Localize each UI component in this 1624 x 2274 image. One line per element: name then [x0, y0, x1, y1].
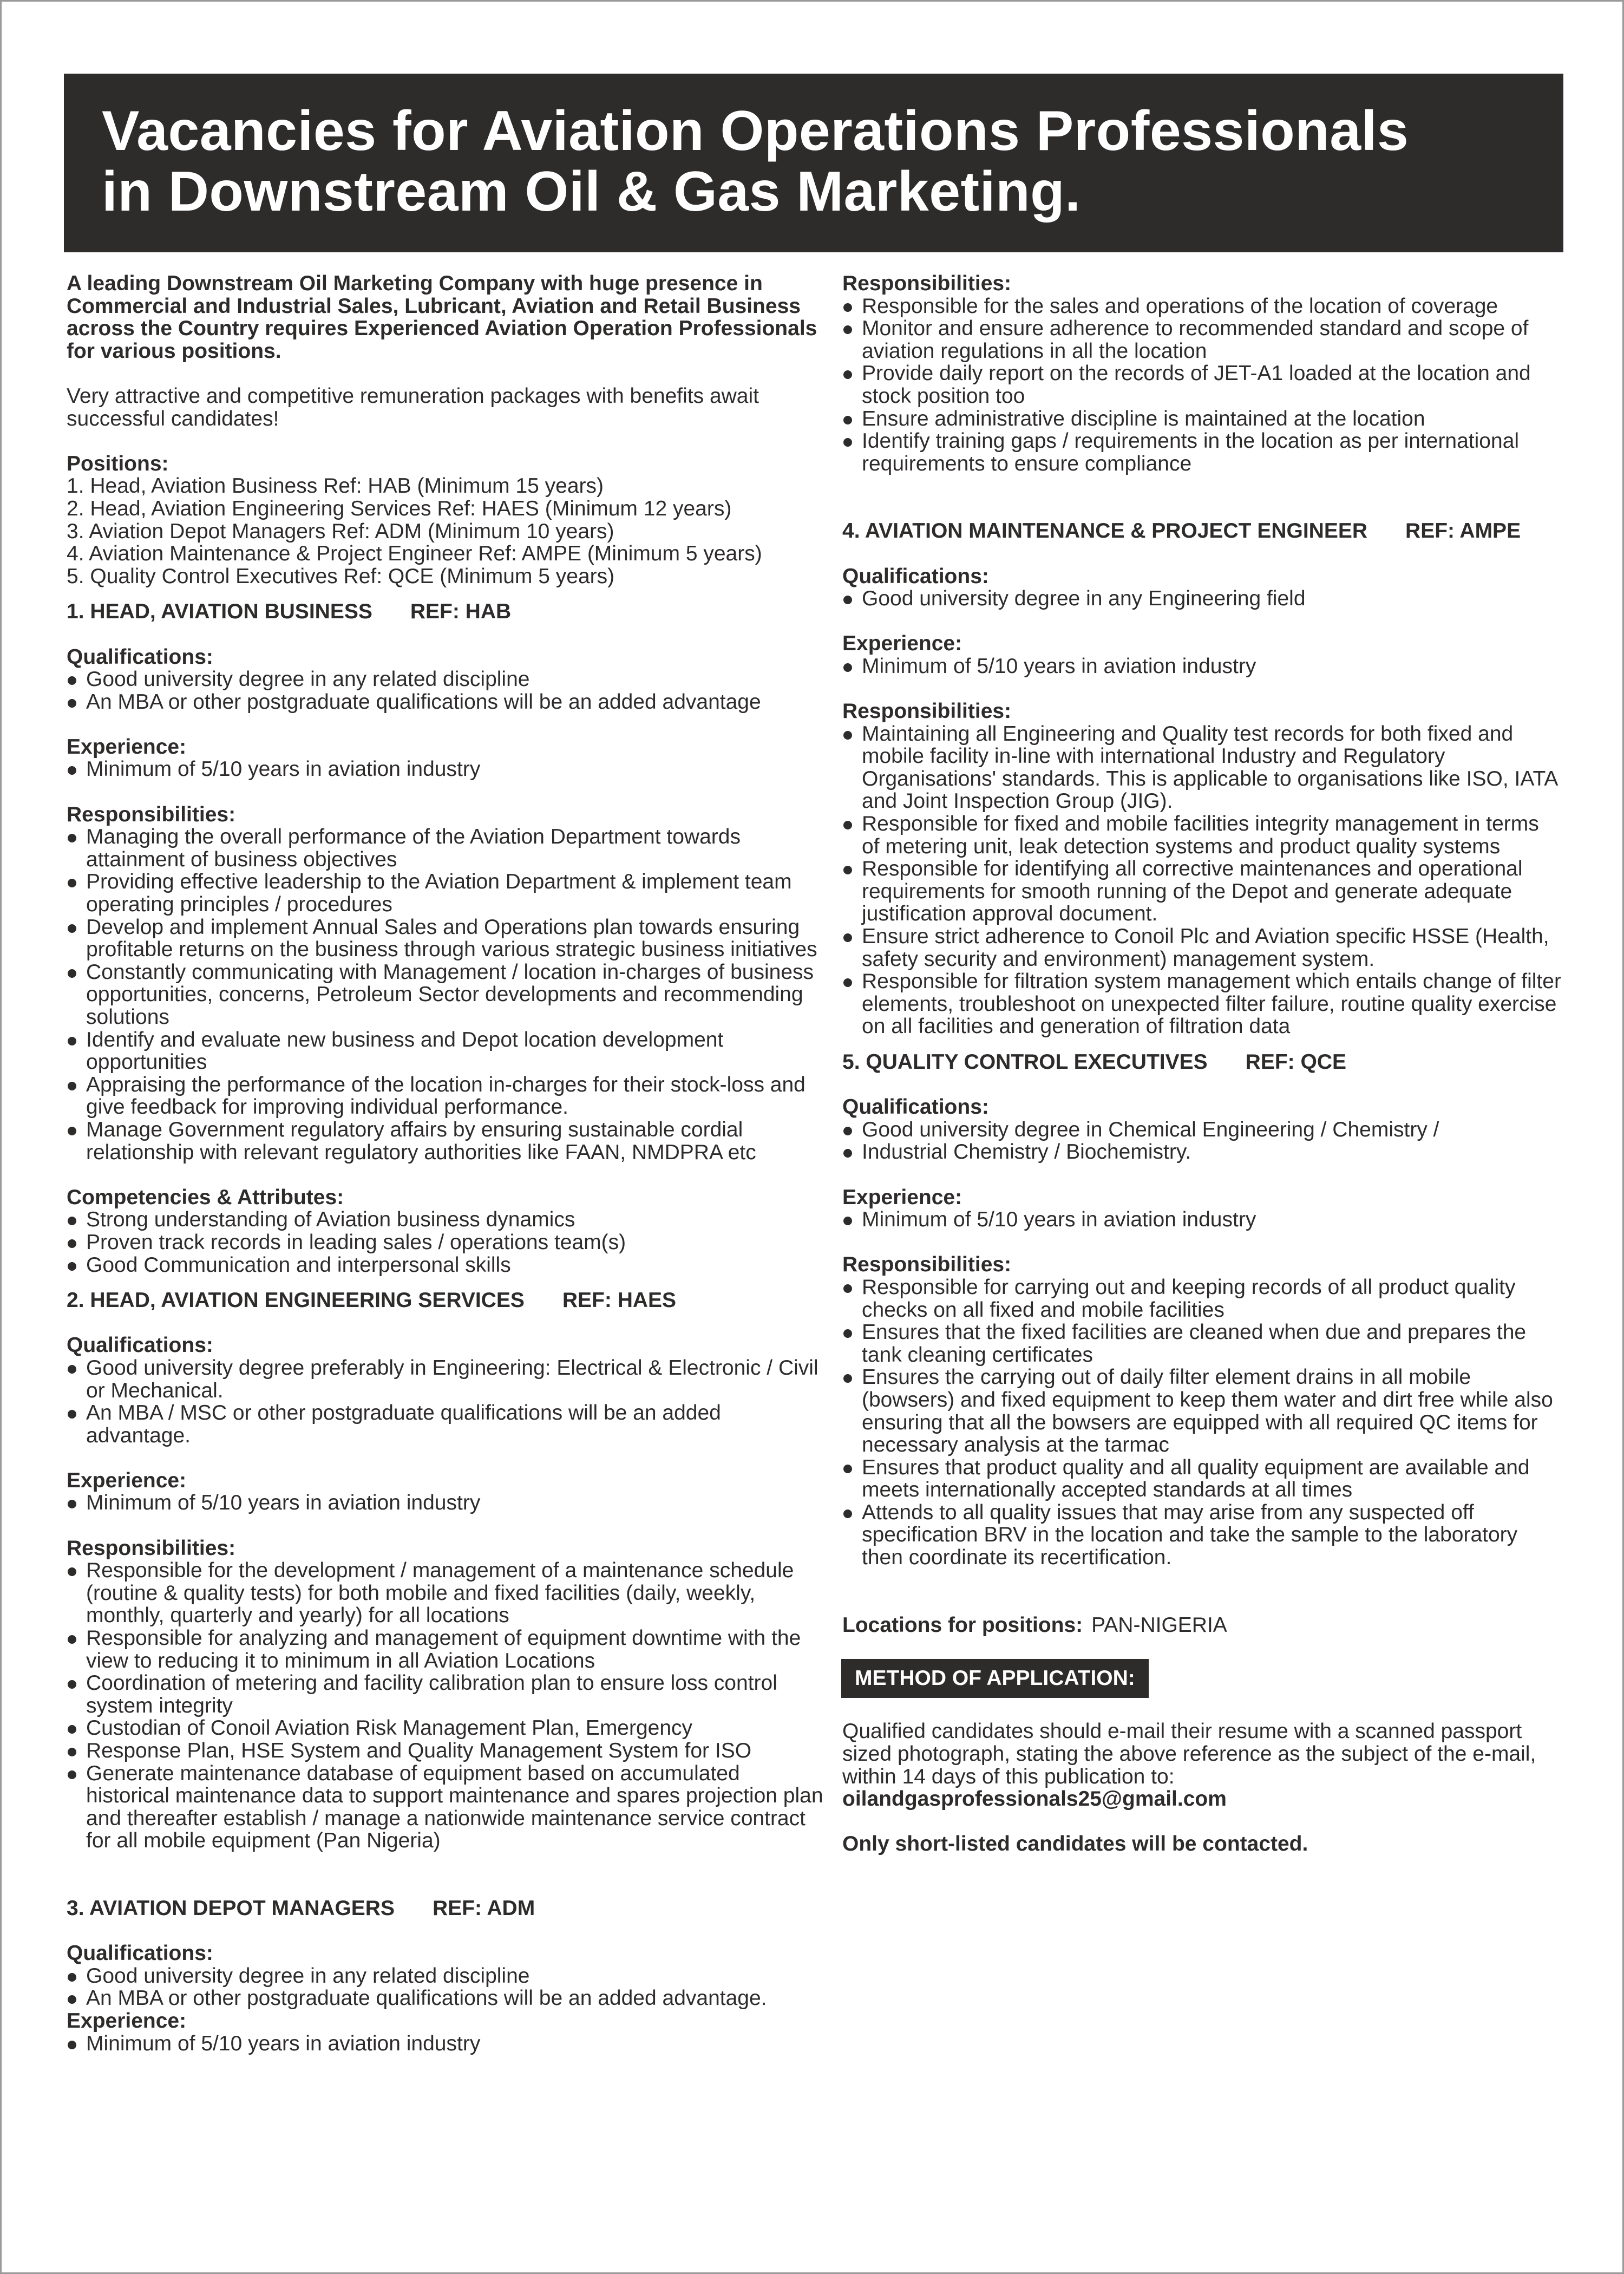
qce-responsibilities-list: [842, 1276, 1562, 1569]
list-item: Strong understanding of Aviation business dynamics: [67, 1208, 824, 1231]
list-item: Minimum of 5/10 years in aviation industry: [67, 2033, 824, 2055]
section-title-hab: [67, 600, 824, 623]
list-item: Industrial Chemistry / Biochemistry.: [842, 1141, 1562, 1164]
list-item: Good university degree in any Engineering field: [842, 587, 1562, 610]
haes-experience-list: [67, 1492, 824, 1514]
experience-label: Experience:: [842, 1185, 962, 1209]
haes-responsibilities-list: [67, 1559, 824, 1852]
remuneration-text: Very attractive and competitive remuneration packages with benefits await successful candidates!: [67, 384, 759, 430]
responsibilities-label: Responsibilities:: [842, 700, 1012, 723]
header-banner: [64, 74, 1563, 252]
competencies-label: Competencies & Attributes:: [67, 1185, 344, 1209]
list-item: Maintaining all Engineering and Quality test records for both fixed and mobile facility in-line with international Industry and Regulatory Organisations' standards. This is applicable to organisations like ISO, IATA and Joint Inspection Group (JIG).: [842, 723, 1562, 813]
list-item: Providing effective leadership to the Aviation Department & implement team operating principles / procedures: [67, 871, 824, 916]
locations-value: PAN-NIGERIA: [1091, 1613, 1227, 1637]
section-title-text: 2. HEAD, AVIATION ENGINEERING SERVICES: [67, 1289, 525, 1312]
responsibilities-label: Responsibilities:: [842, 1253, 1012, 1277]
list-item: Good university degree in any related discipline: [67, 1965, 824, 1988]
list-item: Minimum of 5/10 years in aviation industry: [842, 1208, 1562, 1231]
list-item: Generate maintenance database of equipment based on accumulated historical maintenance data to support maintenance and spares projection plan and thereafter establish / manage a nationwide maintenance service contract for all mobile equipment (Pan Nigeria): [67, 1762, 824, 1852]
list-item: Manage Government regulatory affairs by ensuring sustainable cordial relationship with relevant regulatory authorities like FAAN, NMDPRA etc: [67, 1119, 824, 1164]
list-item: Ensures that the fixed facilities are cleaned when due and prepares the tank cleaning certificates: [842, 1321, 1562, 1366]
position-item: 2. Head, Aviation Engineering Services Ref: HAES (Minimum 12 years): [67, 496, 732, 520]
section-ref: REF: HAES: [562, 1289, 677, 1312]
list-item: Monitor and ensure adherence to recommended standard and scope of aviation regulations in all the location: [842, 317, 1562, 362]
qualifications-label: Qualifications:: [67, 1942, 213, 1965]
experience-label: Experience:: [67, 2009, 187, 2033]
responsibilities-label: Responsibilities:: [67, 802, 236, 826]
positions-heading: Positions:: [67, 452, 169, 475]
section-title-text: 3. AVIATION DEPOT MANAGERS: [67, 1896, 395, 1920]
ampe-responsibilities-list: [842, 723, 1562, 1038]
list-item: Coordination of metering and facility calibration plan to ensure loss control system integrity: [67, 1672, 824, 1717]
list-item: Managing the overall performance of the Aviation Department towards attainment of business objectives: [67, 826, 824, 871]
locations-label: Locations for positions:: [842, 1613, 1083, 1637]
list-item: Responsible for the development / management of a maintenance schedule (routine & quality tests) for both mobile and fixed facilities (daily, weekly, monthly, quarterly and yearly) for all locations: [67, 1559, 824, 1627]
list-item: An MBA or other postgraduate qualifications will be an added advantage: [67, 691, 824, 714]
list-item: Good university degree in Chemical Engineering / Chemistry /: [842, 1119, 1562, 1141]
list-item: Minimum of 5/10 years in aviation industry: [67, 758, 824, 781]
position-item: 3. Aviation Depot Managers Ref: ADM (Minimum 10 years): [67, 519, 614, 543]
section-ref: REF: HAB: [410, 600, 512, 624]
list-item: Appraising the performance of the location in-charges for their stock-loss and give feedback for improving individual performance.: [67, 1074, 824, 1119]
section-title-text: 1. HEAD, AVIATION BUSINESS: [67, 600, 372, 624]
list-item: Provide daily report on the records of JET-A1 loaded at the location and stock position too: [842, 362, 1562, 407]
list-item: Good university degree preferably in Engineering: Electrical & Electronic / Civil or Mechanical.: [67, 1357, 824, 1402]
section-ref: REF: AMPE: [1405, 519, 1521, 543]
list-item: Identify and evaluate new business and Depot location development opportunities: [67, 1029, 824, 1074]
qce-experience-list: [842, 1208, 1562, 1231]
shortlist-note: Only short-listed candidates will be contacted.: [842, 1832, 1308, 1856]
section-title-ampe: [842, 520, 1562, 543]
responsibilities-label: Responsibilities:: [67, 1536, 236, 1560]
list-item: Ensure strict adherence to Conoil Plc and Aviation specific HSSE (Health, safety security and environment) management system.: [842, 925, 1562, 970]
hab-responsibilities-list: [67, 826, 824, 1164]
list-item: Response Plan, HSE System and Quality Management System for ISO: [67, 1740, 824, 1762]
list-item: Responsible for carrying out and keeping records of all product quality checks on all fixed and mobile facilities: [842, 1276, 1562, 1321]
title-line-2: in Downstream Oil & Gas Marketing.: [102, 160, 1081, 223]
list-item: Responsible for fixed and mobile facilities integrity management in terms of metering unit, leak detection systems and product quality systems: [842, 813, 1562, 858]
adm-experience-list: [67, 2033, 824, 2055]
section-title-text: 5. QUALITY CONTROL EXECUTIVES: [842, 1050, 1208, 1074]
section-title-adm: [67, 1897, 824, 1920]
position-item: 5. Quality Control Executives Ref: QCE (Minimum 5 years): [67, 564, 615, 588]
adm-qualifications-list: [67, 1965, 824, 2010]
responsibilities-label: Responsibilities:: [842, 272, 1012, 295]
qce-qualifications-list: [842, 1119, 1562, 1164]
list-item: Identify training gaps / requirements in the location as per international requirements to ensure compliance: [842, 430, 1562, 475]
list-item: Good Communication and interpersonal skills: [67, 1254, 824, 1277]
right-column: [842, 272, 1562, 1855]
haes-qualifications-list: [67, 1357, 824, 1447]
list-item: Minimum of 5/10 years in aviation industry: [67, 1492, 824, 1514]
list-item: Ensures the carrying out of daily filter element drains in all mobile (bowsers) and fixed equipment to keep them water and dirt free while also ensuring that all the bowsers are equipped with all required QC items for necessary analysis at the tarmac: [842, 1366, 1562, 1456]
adm-responsibilities-list: [842, 295, 1562, 475]
application-instructions: Qualified candidates should e-mail their resume with a scanned passport sized photograph, stating the above reference as the subject of the e-mail, within 14 days of this publication to:: [842, 1720, 1536, 1788]
ampe-experience-list: [842, 655, 1562, 678]
locations-line: [842, 1614, 1562, 1637]
experience-label: Experience:: [842, 632, 962, 656]
list-item: Minimum of 5/10 years in aviation industry: [842, 655, 1562, 678]
list-item: An MBA / MSC or other postgraduate qualifications will be an added advantage.: [67, 1402, 824, 1447]
left-column: [67, 272, 824, 2055]
list-item: Ensure administrative discipline is maintained at the location: [842, 408, 1562, 430]
hab-experience-list: [67, 758, 824, 781]
title-line-1: Vacancies for Aviation Operations Professionals: [102, 100, 1409, 162]
section-title-text: 4. AVIATION MAINTENANCE & PROJECT ENGINEER: [842, 519, 1368, 543]
application-email[interactable]: oilandgasprofessionals25@gmail.com: [842, 1787, 1227, 1811]
list-item: Responsible for identifying all corrective maintenances and operational requirements for smooth running of the Depot and generate adequate justification approval document.: [842, 858, 1562, 925]
page-title: [102, 101, 1525, 222]
position-item: 1. Head, Aviation Business Ref: HAB (Minimum 15 years): [67, 474, 604, 498]
ampe-qualifications-list: [842, 587, 1562, 610]
list-item: Responsible for analyzing and management of equipment downtime with the view to reducing it to minimum in all Aviation Locations: [67, 1627, 824, 1672]
section-title-haes: [67, 1289, 824, 1312]
list-item: Custodian of Conoil Aviation Risk Management Plan, Emergency: [67, 1717, 824, 1740]
method-of-application-heading: METHOD OF APPLICATION:: [841, 1659, 1149, 1698]
list-item: Develop and implement Annual Sales and Operations plan towards ensuring profitable returns on the business through various strategic business initiatives: [67, 916, 824, 961]
list-item: Responsible for the sales and operations of the location of coverage: [842, 295, 1562, 318]
experience-label: Experience:: [67, 1468, 187, 1492]
list-item: Responsible for filtration system management which entails change of filter elements, troubleshoot on unexpected filter failure, routine quality exercise on all facilities and generation of filtration data: [842, 970, 1562, 1038]
experience-label: Experience:: [67, 735, 187, 759]
qualifications-label: Qualifications:: [67, 1334, 213, 1357]
position-item: 4. Aviation Maintenance & Project Engineer Ref: AMPE (Minimum 5 years): [67, 542, 762, 566]
intro-text: A leading Downstream Oil Marketing Company with huge presence in Commercial and Industrial Sales, Lubricant, Aviation and Retail Business across the Country requires Experienced Aviation Operation Professionals for various positions.: [67, 272, 817, 363]
qualifications-label: Qualifications:: [842, 564, 989, 588]
section-title-qce: [842, 1051, 1562, 1074]
list-item: An MBA or other postgraduate qualifications will be an added advantage.: [67, 1987, 824, 2010]
list-item: Ensures that product quality and all quality equipment are available and meets internationally accepted standards at all times: [842, 1456, 1562, 1501]
hab-competencies-list: [67, 1208, 824, 1276]
list-item: Proven track records in leading sales / operations team(s): [67, 1231, 824, 1254]
qualifications-label: Qualifications:: [67, 645, 213, 669]
list-item: Attends to all quality issues that may arise from any suspected off specification BRV in the location and take the sample to the laboratory then coordinate its recertification.: [842, 1501, 1562, 1569]
hab-qualifications-list: [67, 668, 824, 713]
list-item: Good university degree in any related discipline: [67, 668, 824, 691]
qualifications-label: Qualifications:: [842, 1095, 989, 1119]
section-ref: REF: QCE: [1245, 1050, 1346, 1074]
section-ref: REF: ADM: [433, 1896, 535, 1920]
list-item: Constantly communicating with Management / location in-charges of business opportunities, concerns, Petroleum Sector developments and recommending solutions: [67, 961, 824, 1029]
